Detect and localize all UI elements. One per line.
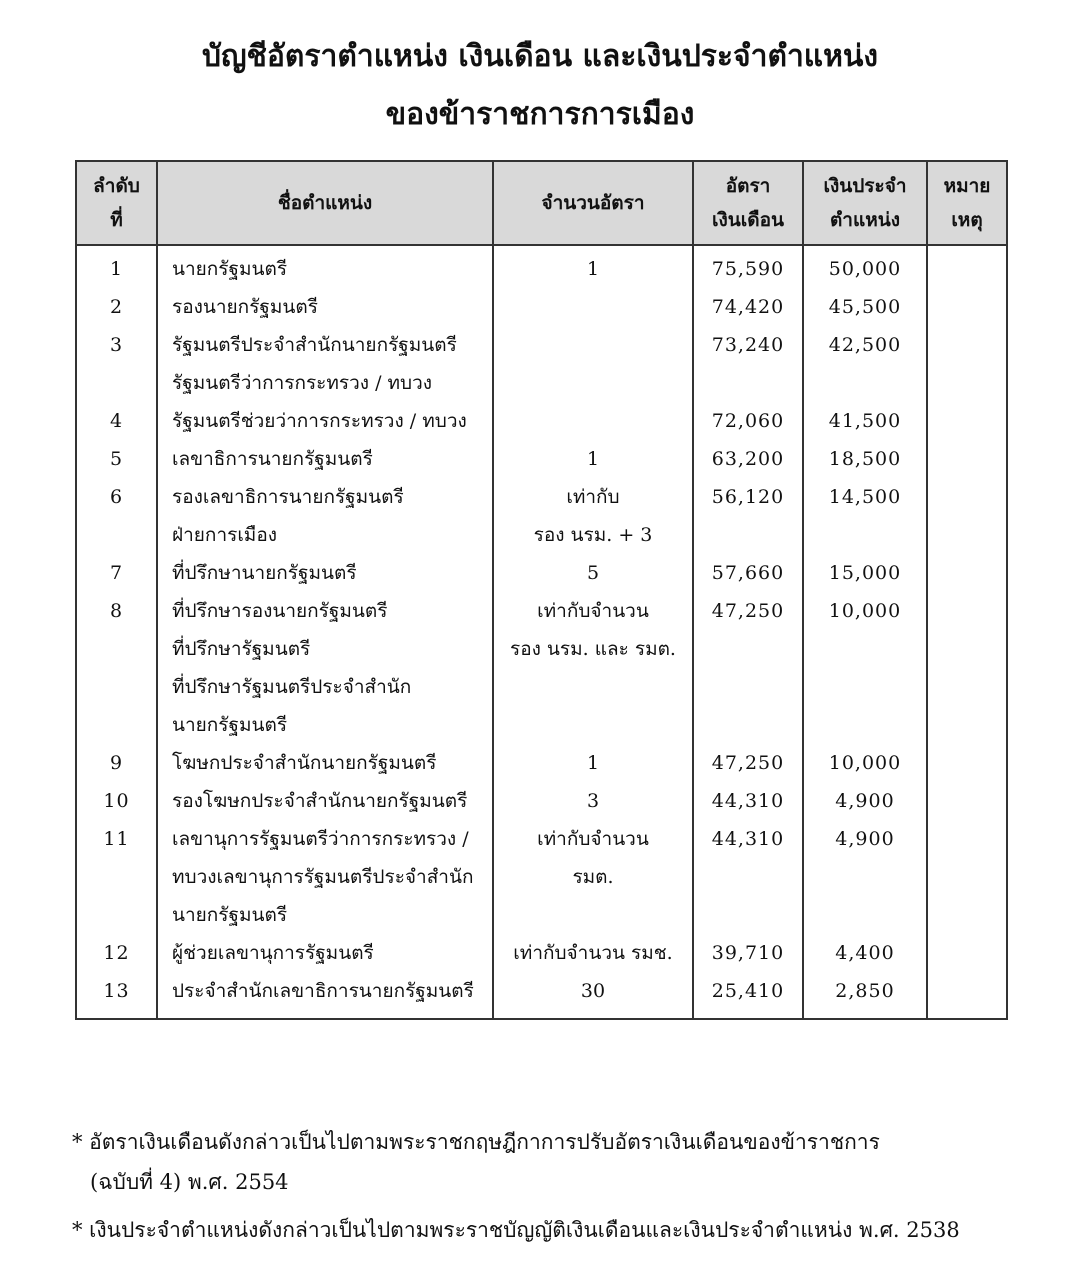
- header-salary-line2: เงินเดือน: [712, 209, 784, 231]
- position-name-line: รัฐมนตรีช่วยว่าการกระทรวง / ทบวง: [172, 410, 467, 432]
- quantity-line: รอง นรม. + 3: [533, 524, 653, 546]
- position-pay-value: 18,500: [828, 448, 902, 470]
- salary-value: 63,200: [711, 448, 785, 470]
- quantity-line: 30: [580, 980, 606, 1002]
- position-pay-value: 15,000: [828, 562, 902, 584]
- row-number: 8: [109, 600, 124, 622]
- quantity-line: เท่ากับจำนวน: [537, 828, 649, 850]
- cell-position-name: [157, 402, 493, 440]
- cell-position-name: [157, 820, 493, 934]
- cell-position-pay: [803, 478, 927, 554]
- position-name-line: โฆษกประจำสำนักนายกรัฐมนตรี: [172, 752, 437, 774]
- cell-salary: [693, 972, 803, 1019]
- cell-salary: [693, 782, 803, 820]
- row-number: 10: [103, 790, 130, 812]
- salary-value: 47,250: [711, 752, 785, 774]
- cell-salary: [693, 744, 803, 782]
- cell-remark: [927, 440, 1007, 478]
- salary-value: 74,420: [711, 296, 785, 318]
- cell-position-pay: [803, 592, 927, 744]
- cell-remark: [927, 326, 1007, 402]
- position-name-line: นายกรัฐมนตรี: [172, 258, 288, 280]
- row-number: 9: [109, 752, 124, 774]
- salary-value: 72,060: [711, 410, 785, 432]
- cell-remark: [927, 478, 1007, 554]
- position-pay-value: 41,500: [828, 410, 902, 432]
- footnote-salary-line2: (ฉบับที่ 4) พ.ศ. 2554: [90, 1170, 289, 1194]
- cell-no: [76, 744, 157, 782]
- position-name-line: รองนายกรัฐมนตรี: [172, 296, 318, 318]
- cell-no: [76, 245, 157, 288]
- cell-remark: [927, 288, 1007, 326]
- cell-position-pay: [803, 288, 927, 326]
- quantity-line: เท่ากับจำนวน: [537, 600, 649, 622]
- table-row: [76, 820, 1007, 934]
- quantity-line: รอง นรม. และ รมต.: [510, 638, 676, 660]
- header-name: ชื่อตำแหน่ง: [157, 161, 493, 245]
- cell-quantity: [493, 478, 693, 554]
- quantity-line: 3: [586, 790, 600, 812]
- position-pay-value: 4,400: [835, 942, 895, 964]
- table-row: [76, 440, 1007, 478]
- cell-quantity: [493, 934, 693, 972]
- cell-position-pay: [803, 440, 927, 478]
- cell-salary: [693, 478, 803, 554]
- cell-position-name: [157, 288, 493, 326]
- quantity-line: เท่ากับ: [566, 486, 620, 508]
- cell-remark: [927, 972, 1007, 1019]
- cell-salary: [693, 592, 803, 744]
- row-number: 1: [109, 258, 124, 280]
- row-number: 11: [103, 828, 130, 850]
- row-number: 3: [109, 334, 124, 356]
- cell-salary: [693, 820, 803, 934]
- header-remark: [927, 161, 1007, 245]
- table-body: [76, 245, 1007, 1019]
- header-qty: จำนวนอัตรา: [493, 161, 693, 245]
- header-position-pay: [803, 161, 927, 245]
- position-name-line: ประจำสำนักเลขาธิการนายกรัฐมนตรี: [172, 980, 474, 1002]
- footnote-salary-line1: * อัตราเงินเดือนดังกล่าวเป็นไปตามพระราชกฤษฎีกาการปรับอัตราเงินเดือนของข้าราชการ: [72, 1130, 880, 1154]
- cell-position-pay: [803, 972, 927, 1019]
- position-name-line: รองเลขาธิการนายกรัฐมนตรี: [172, 486, 404, 508]
- table-row: [76, 478, 1007, 554]
- cell-no: [76, 478, 157, 554]
- cell-salary: [693, 402, 803, 440]
- salary-value: 44,310: [711, 790, 785, 812]
- position-pay-value: 50,000: [828, 258, 902, 280]
- cell-no: [76, 592, 157, 744]
- table-row: [76, 592, 1007, 744]
- cell-position-pay: [803, 326, 927, 402]
- cell-no: [76, 440, 157, 478]
- cell-quantity: [493, 972, 693, 1019]
- cell-salary: [693, 326, 803, 402]
- footnote-position-pay: * เงินประจำตำแหน่งดังกล่าวเป็นไปตามพระราชบัญญัติเงินเดือนและเงินประจำตำแหน่ง พ.ศ. 2538: [72, 1218, 960, 1242]
- cell-position-pay: [803, 820, 927, 934]
- cell-position-pay: [803, 245, 927, 288]
- cell-remark: [927, 245, 1007, 288]
- cell-no: [76, 972, 157, 1019]
- cell-quantity: [493, 288, 693, 326]
- position-name-line: นายกรัฐมนตรี: [172, 714, 288, 736]
- cell-remark: [927, 402, 1007, 440]
- cell-salary: [693, 288, 803, 326]
- cell-quantity: [493, 402, 693, 440]
- salary-value: 47,250: [711, 600, 785, 622]
- table-row: [76, 554, 1007, 592]
- position-name-line: รองโฆษกประจำสำนักนายกรัฐมนตรี: [172, 790, 468, 812]
- cell-no: [76, 554, 157, 592]
- salary-value: 39,710: [711, 942, 785, 964]
- header-pay-line2: ตำแหน่ง: [829, 209, 901, 231]
- cell-remark: [927, 554, 1007, 592]
- cell-position-name: [157, 440, 493, 478]
- cell-remark: [927, 592, 1007, 744]
- cell-quantity: [493, 554, 693, 592]
- salary-value: 25,410: [711, 980, 785, 1002]
- header-remark-line1: หมาย: [943, 175, 991, 197]
- cell-position-name: [157, 326, 493, 402]
- row-number: 5: [109, 448, 124, 470]
- position-pay-value: 14,500: [828, 486, 902, 508]
- quantity-line: 5: [586, 562, 600, 584]
- cell-position-pay: [803, 782, 927, 820]
- salary-table: [75, 160, 1008, 1020]
- table-row: [76, 744, 1007, 782]
- position-pay-value: 2,850: [835, 980, 895, 1002]
- header-salary-line1: อัตรา: [725, 175, 771, 197]
- cell-position-name: [157, 478, 493, 554]
- row-number: 6: [109, 486, 124, 508]
- cell-remark: [927, 820, 1007, 934]
- position-name-line: รัฐมนตรีว่าการกระทรวง / ทบวง: [172, 372, 433, 394]
- header-salary: [693, 161, 803, 245]
- position-name-line: ที่ปรึกษารัฐมนตรี: [172, 638, 311, 660]
- cell-position-name: [157, 245, 493, 288]
- position-name-line: ที่ปรึกษานายกรัฐมนตรี: [172, 562, 357, 584]
- header-no-line1: ลำดับ: [93, 175, 140, 197]
- cell-no: [76, 288, 157, 326]
- page-title: บัญชีอัตราตำแหน่ง เงินเดือน และเงินประจำตำแหน่ง: [201, 39, 879, 74]
- salary-value: 75,590: [711, 258, 785, 280]
- header-remark-line2: เหตุ: [951, 209, 983, 231]
- table-row: [76, 934, 1007, 972]
- position-pay-value: 4,900: [835, 828, 895, 850]
- cell-remark: [927, 744, 1007, 782]
- cell-position-name: [157, 554, 493, 592]
- cell-quantity: [493, 326, 693, 402]
- salary-value: 56,120: [711, 486, 785, 508]
- cell-position-name: [157, 972, 493, 1019]
- cell-no: [76, 326, 157, 402]
- position-pay-value: 10,000: [828, 752, 902, 774]
- cell-position-name: [157, 934, 493, 972]
- footnote-salary: [72, 1122, 1032, 1202]
- row-number: 13: [103, 980, 130, 1002]
- quantity-line: 1: [586, 258, 600, 280]
- cell-quantity: [493, 245, 693, 288]
- cell-no: [76, 820, 157, 934]
- row-number: 7: [109, 562, 124, 584]
- cell-position-pay: [803, 554, 927, 592]
- position-name-line: ที่ปรึกษารองนายกรัฐมนตรี: [172, 600, 388, 622]
- position-pay-value: 45,500: [828, 296, 902, 318]
- position-name-line: ฝ่ายการเมือง: [172, 524, 278, 546]
- cell-position-name: [157, 782, 493, 820]
- position-name-line: ที่ปรึกษารัฐมนตรีประจำสำนัก: [172, 676, 412, 698]
- cell-position-pay: [803, 934, 927, 972]
- header-no: [76, 161, 157, 245]
- cell-no: [76, 934, 157, 972]
- cell-salary: [693, 554, 803, 592]
- quantity-line: รมต.: [572, 866, 614, 888]
- position-pay-value: 10,000: [828, 600, 902, 622]
- table-row: [76, 326, 1007, 402]
- position-name-line: รัฐมนตรีประจำสำนักนายกรัฐมนตรี: [172, 334, 457, 356]
- salary-value: 57,660: [711, 562, 785, 584]
- cell-no: [76, 782, 157, 820]
- cell-position-pay: [803, 402, 927, 440]
- row-number: 2: [109, 296, 124, 318]
- position-name-line: เลขานุการรัฐมนตรีว่าการกระทรวง /: [172, 828, 469, 850]
- cell-no: [76, 402, 157, 440]
- table-row: [76, 288, 1007, 326]
- quantity-line: เท่ากับจำนวน รมช.: [513, 942, 673, 964]
- table-row: [76, 782, 1007, 820]
- row-number: 4: [109, 410, 124, 432]
- position-name-line: นายกรัฐมนตรี: [172, 904, 288, 926]
- table-row: [76, 245, 1007, 288]
- cell-quantity: [493, 592, 693, 744]
- cell-remark: [927, 934, 1007, 972]
- cell-position-name: [157, 744, 493, 782]
- salary-value: 44,310: [711, 828, 785, 850]
- quantity-line: 1: [586, 752, 600, 774]
- row-number: 12: [103, 942, 130, 964]
- cell-quantity: [493, 782, 693, 820]
- cell-position-pay: [803, 744, 927, 782]
- position-name-line: ทบวงเลขานุการรัฐมนตรีประจำสำนัก: [172, 866, 474, 888]
- header-no-line2: ที่: [110, 209, 123, 231]
- cell-quantity: [493, 820, 693, 934]
- cell-position-name: [157, 592, 493, 744]
- table-header-row: [76, 161, 1007, 245]
- cell-remark: [927, 782, 1007, 820]
- quantity-line: 1: [586, 448, 600, 470]
- table-row: [76, 972, 1007, 1019]
- cell-salary: [693, 934, 803, 972]
- position-name-line: เลขาธิการนายกรัฐมนตรี: [172, 448, 373, 470]
- salary-value: 73,240: [711, 334, 785, 356]
- cell-salary: [693, 440, 803, 478]
- table-row: [76, 402, 1007, 440]
- position-pay-value: 4,900: [835, 790, 895, 812]
- position-pay-value: 42,500: [828, 334, 902, 356]
- cell-salary: [693, 245, 803, 288]
- position-name-line: ผู้ช่วยเลขานุการรัฐมนตรี: [172, 942, 374, 964]
- cell-quantity: [493, 744, 693, 782]
- page-subtitle: ของข้าราชการการเมือง: [385, 97, 695, 132]
- cell-quantity: [493, 440, 693, 478]
- header-pay-line1: เงินประจำ: [823, 175, 907, 197]
